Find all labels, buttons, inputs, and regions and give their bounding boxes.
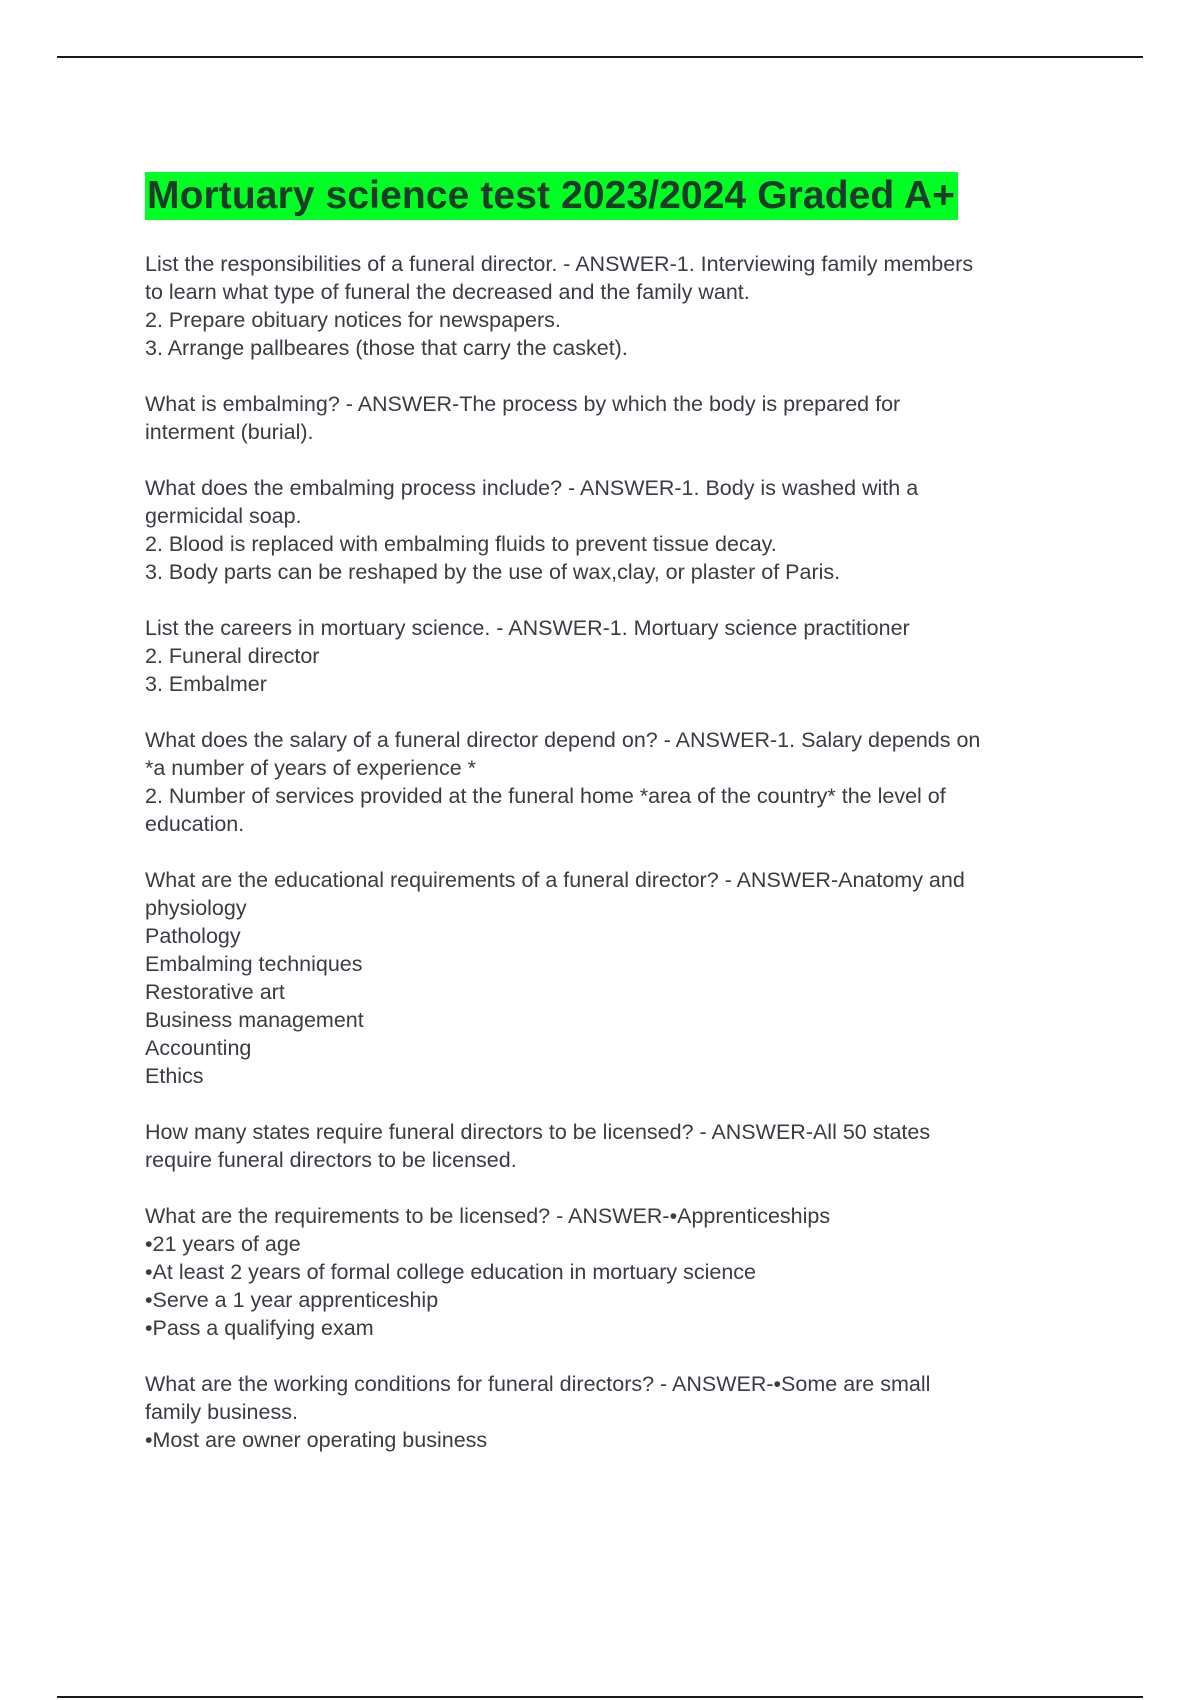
qa-block — [145, 250, 1090, 362]
question-line: How many states require funeral directors to be licensed? - ANSWER-All 50 states — [145, 1120, 931, 1144]
answer-line: 2. Funeral director — [145, 644, 320, 668]
question-line: What are the requirements to be licensed? - ANSWER-•Apprenticeships — [145, 1204, 831, 1228]
answer-line: Ethics — [145, 1064, 204, 1088]
top-rule — [57, 56, 1143, 58]
answer-line: Embalming techniques — [145, 952, 363, 976]
title-highlight — [145, 172, 958, 220]
question-line: List the responsibilities of a funeral director. - ANSWER-1. Interviewing family members — [145, 252, 974, 276]
answer-line: education. — [145, 812, 245, 836]
answer-line: 2. Number of services provided at the funeral home *area of the country* the level of — [145, 784, 946, 808]
qa-block — [145, 474, 1090, 586]
document-body — [145, 172, 1090, 1482]
question-line: What is embalming? - ANSWER-The process by which the body is prepared for — [145, 392, 901, 416]
qa-list — [145, 250, 1090, 1454]
qa-block — [145, 390, 1090, 446]
answer-line: *a number of years of experience * — [145, 756, 477, 780]
bottom-rule — [57, 1696, 1143, 1698]
question-line: List the careers in mortuary science. - ANSWER-1. Mortuary science practitioner — [145, 616, 910, 640]
answer-line: Accounting — [145, 1036, 252, 1060]
answer-line: •Most are owner operating business — [145, 1428, 488, 1452]
document-title: Mortuary science test 2023/2024 Graded A+ — [147, 174, 955, 217]
qa-block — [145, 1118, 1090, 1174]
question-line: What does the embalming process include? - ANSWER-1. Body is washed with a — [145, 476, 919, 500]
answer-line: Pathology — [145, 924, 241, 948]
qa-block — [145, 1370, 1090, 1454]
answer-line: family business. — [145, 1400, 298, 1424]
answer-line: Business management — [145, 1008, 364, 1032]
answer-line: •21 years of age — [145, 1232, 301, 1256]
answer-line: to learn what type of funeral the decreased and the family want. — [145, 280, 750, 304]
answer-line: physiology — [145, 896, 247, 920]
answer-line: 2. Blood is replaced with embalming fluids to prevent tissue decay. — [145, 532, 777, 556]
qa-block — [145, 614, 1090, 698]
question-line: What does the salary of a funeral director depend on? - ANSWER-1. Salary depends on — [145, 728, 981, 752]
answer-line: require funeral directors to be licensed. — [145, 1148, 517, 1172]
answer-line: 3. Arrange pallbeares (those that carry the casket). — [145, 336, 628, 360]
question-line: What are the working conditions for funeral directors? - ANSWER-•Some are small — [145, 1372, 931, 1396]
qa-block — [145, 1202, 1090, 1342]
qa-block — [145, 866, 1090, 1090]
answer-line: •At least 2 years of formal college education in mortuary science — [145, 1260, 757, 1284]
answer-line: germicidal soap. — [145, 504, 302, 528]
question-line: What are the educational requirements of a funeral director? - ANSWER-Anatomy and — [145, 868, 965, 892]
answer-line: Restorative art — [145, 980, 285, 1004]
answer-line: 3. Body parts can be reshaped by the use of wax,clay, or plaster of Paris. — [145, 560, 841, 584]
answer-line: •Pass a qualifying exam — [145, 1316, 374, 1340]
answer-line: 2. Prepare obituary notices for newspapers. — [145, 308, 561, 332]
answer-line: •Serve a 1 year apprenticeship — [145, 1288, 439, 1312]
qa-block — [145, 726, 1090, 838]
answer-line: interment (burial). — [145, 420, 314, 444]
answer-line: 3. Embalmer — [145, 672, 267, 696]
